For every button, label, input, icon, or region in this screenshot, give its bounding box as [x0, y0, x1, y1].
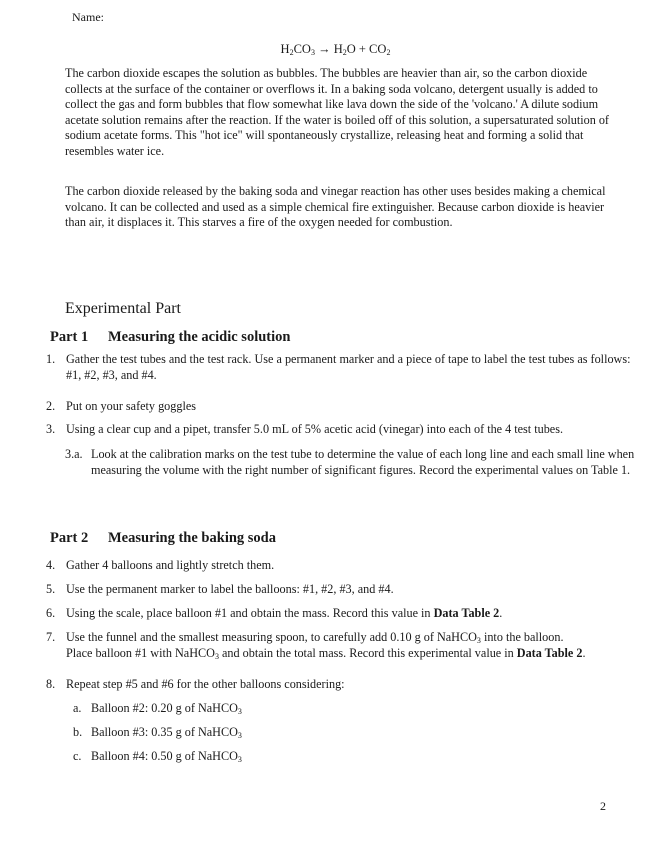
list-item: 3.a. Look at the calibration marks on the test tube to determine the value of each long line and each small line when measuring the volume with the right number of significant figures. Record the experimental values on Table 1.: [65, 447, 635, 477]
section-title: Experimental Part: [65, 300, 181, 317]
paragraph-fire-extinguisher: The carbon dioxide released by the baking soda and vinegar reaction has other uses besides making a chemical volcano. It can be collected and used as a simple chemical fire extinguisher. Because carbon dioxide is heavier than air, it displaces it. This starves a fire of the oxygen needed for combustion.: [65, 184, 606, 230]
part1-number: Part 1: [50, 329, 89, 345]
list-item: a. Balloon #2: 0.20 g of NaHCO$_3$: [73, 701, 242, 716]
paragraph-hot-ice: The carbon dioxide escapes the solution as bubbles. The bubbles are heavier than air, so the carbon dioxide collects at the surface of the container or overflows it. In a baking soda volcano, detergent usually is added to collect the gas and form bubbles that flow somewhat like lava down the side of the 'volcano.' A dilute sodium acetate solution remains after the reaction. If the water is boiled off of this solution, a supersaturated solution of sodium acetate forms. This "hot ice" will spontaneously crystallize, releasing heat and forming a solid that resembles water ice.: [65, 66, 609, 158]
list-item: 3. Using a clear cup and a pipet, transfer 5.0 mL of 5% acetic acid (vinegar) into each of the 4 test tubes.: [46, 422, 564, 436]
part2-heading: [50, 530, 276, 547]
chemical-equation: $H_2CO_3 \to H_2O + CO_2$: [280, 42, 391, 57]
part2-number: Part 2: [50, 530, 89, 546]
list-item: 5. Use the permanent marker to label the balloons: #1, #2, #3, and #4.: [46, 582, 394, 596]
name-label: Name:: [72, 10, 104, 24]
list-item: 8. Repeat step #5 and #6 for the other balloons considering:: [46, 677, 345, 691]
list-item: 1. Gather the test tubes and the test rack. Use a permanent marker and a piece of tape to label the test tubes as follows: #1, #2, #3, and #4.: [46, 352, 631, 382]
part1-title: Measuring the acidic solution: [108, 329, 291, 345]
list-item: 2. Put on your safety goggles: [46, 399, 196, 413]
list-item: 6. Using the scale, place balloon #1 and obtain the mass. Record this value in Data Table 2.: [46, 606, 503, 620]
part2-title: Measuring the baking soda: [108, 530, 276, 546]
part1-heading: [50, 329, 290, 346]
list-item: b. Balloon #3: 0.35 g of NaHCO$_3$: [73, 725, 242, 740]
list-item: 4. Gather 4 balloons and lightly stretch them.: [46, 558, 275, 572]
list-item: c. Balloon #4: 0.50 g of NaHCO$_3$: [73, 749, 242, 764]
list-item: 7. Use the funnel and the smallest measuring spoon, to carefully add 0.10 g of NaHCO$_3$ into the balloon. Place balloon #1 with NaHCO$_3$ and obtain the total mass. Record this experimental value in Data Table 2.: [46, 630, 586, 661]
page-number: 2: [600, 799, 606, 813]
